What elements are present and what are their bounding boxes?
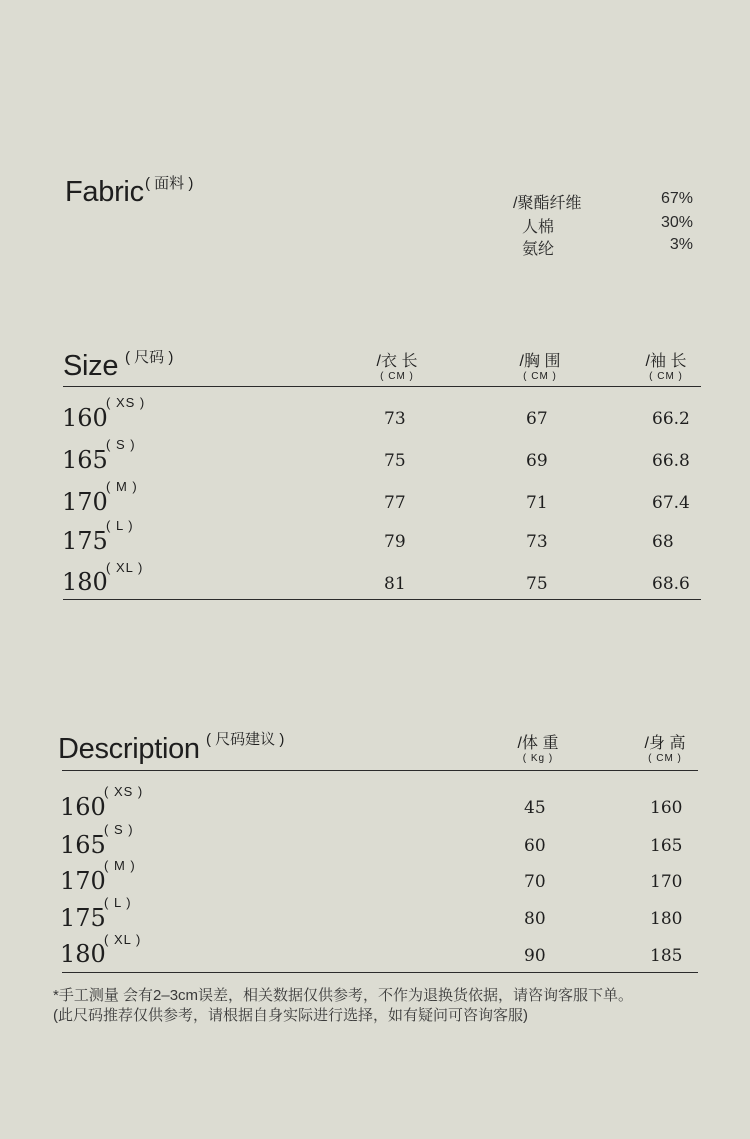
size-col-unit-1: ( CM )	[523, 371, 557, 382]
size-row-size: 170	[62, 488, 108, 516]
desc-cell: 90	[524, 946, 546, 966]
size-col-header-0	[367, 348, 427, 382]
size-row-tag: ( XL )	[106, 560, 144, 575]
desc-row-tag: ( L )	[104, 895, 132, 910]
size-col-header-1	[510, 348, 570, 382]
size-cell: 66.8	[652, 451, 690, 471]
desc-cell: 80	[524, 909, 546, 929]
size-col-unit-0: ( CM )	[380, 371, 414, 382]
desc-cell: 60	[524, 836, 546, 856]
fabric-name-2: 氨纶	[522, 241, 555, 258]
size-col-header-2	[636, 348, 696, 382]
desc-cell: 170	[650, 872, 683, 892]
desc-row-tag: ( S )	[104, 822, 134, 837]
desc-row-tag: ( XL )	[104, 932, 142, 947]
desc-cell: 70	[524, 872, 546, 892]
size-row-tag: ( L )	[106, 518, 134, 533]
size-cell: 77	[384, 493, 406, 513]
fabric-subtitle: ( 面料 )	[145, 175, 194, 192]
desc-row-size: 170	[60, 867, 106, 895]
desc-col-unit-0: ( Kg )	[522, 753, 554, 764]
desc-table-top-rule	[62, 770, 698, 771]
desc-cell: 160	[650, 798, 683, 818]
desc-row-size: 175	[60, 904, 106, 932]
desc-col-unit-1: ( CM )	[648, 753, 682, 764]
desc-cell: 45	[524, 798, 546, 818]
fabric-value-1: 30%	[660, 214, 693, 231]
size-row-size: 175	[62, 527, 108, 555]
size-table-bottom-rule	[63, 599, 701, 600]
description-title: Description	[58, 733, 200, 765]
desc-cell: 165	[650, 836, 683, 856]
size-row-tag: ( S )	[106, 437, 136, 452]
desc-col-header-0	[508, 730, 568, 764]
size-cell: 67	[526, 409, 548, 429]
size-cell: 75	[384, 451, 406, 471]
size-row-tag: ( M )	[106, 479, 138, 494]
size-title: Size	[63, 350, 119, 382]
size-cell: 66.2	[652, 409, 690, 429]
desc-cell: 180	[650, 909, 683, 929]
desc-row-size: 180	[60, 940, 106, 968]
fabric-title: Fabric	[65, 176, 144, 208]
size-cell: 73	[526, 532, 548, 552]
size-col-label-0: /衣 长	[376, 353, 418, 370]
fabric-name-1: 人棉	[522, 219, 555, 236]
fabric-value-0: 67%	[660, 190, 693, 207]
size-cell: 79	[384, 532, 406, 552]
desc-row-tag: ( M )	[104, 858, 136, 873]
size-subtitle: ( 尺码 )	[125, 349, 174, 366]
desc-row-size: 165	[60, 831, 106, 859]
size-cell: 68	[652, 532, 674, 552]
desc-col-label-0: /体 重	[517, 735, 559, 752]
size-cell: 81	[384, 574, 406, 594]
size-cell: 75	[526, 574, 548, 594]
size-cell: 71	[526, 493, 548, 513]
size-row-size: 165	[62, 446, 108, 474]
size-col-label-1: /胸 围	[519, 353, 561, 370]
size-col-unit-2: ( CM )	[649, 371, 683, 382]
recommendation-note: (此尺码推荐仅供参考，请根据自身实际进行选择，如有疑问可咨询客服)	[53, 1007, 528, 1024]
size-row-size: 160	[62, 404, 108, 432]
size-table-top-rule	[63, 386, 701, 387]
desc-col-header-1	[635, 730, 695, 764]
desc-row-tag: ( XS )	[104, 784, 144, 799]
desc-row-size: 160	[60, 793, 106, 821]
fabric-name-0: /聚酯纤维	[513, 195, 582, 212]
size-cell: 69	[526, 451, 548, 471]
size-cell: 68.6	[652, 574, 690, 594]
desc-table-bottom-rule	[62, 972, 698, 973]
desc-cell: 185	[650, 946, 683, 966]
fabric-value-2: 3%	[669, 236, 693, 253]
size-row-size: 180	[62, 568, 108, 596]
size-cell: 73	[384, 409, 406, 429]
desc-col-label-1: /身 高	[644, 735, 686, 752]
description-subtitle: ( 尺码建议 )	[206, 731, 285, 748]
size-row-tag: ( XS )	[106, 395, 146, 410]
measurement-note: *手工测量 会有2–3cm误差，相关数据仅供参考，不作为退换货依据，请咨询客服下单。	[53, 987, 634, 1004]
size-cell: 67.4	[652, 493, 690, 513]
size-col-label-2: /袖 长	[645, 353, 687, 370]
